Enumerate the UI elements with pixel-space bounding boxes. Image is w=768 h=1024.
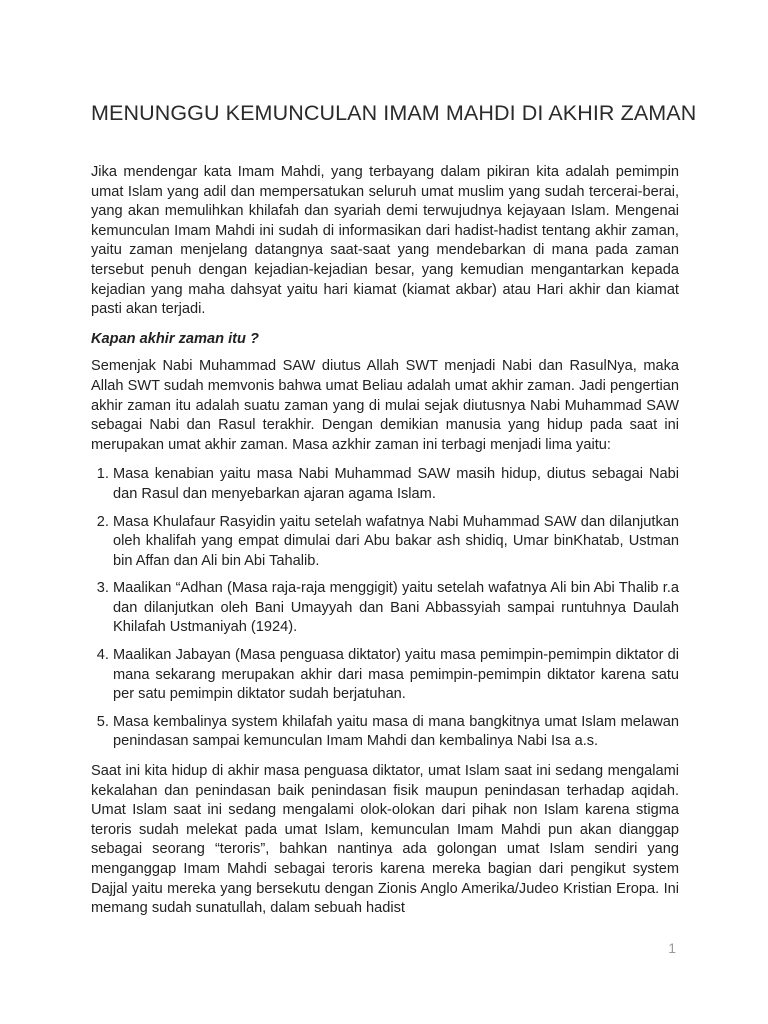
list-item: 1. Masa kenabian yaitu masa Nabi Muhammad SAW masih hidup, diutus sebagai Nabi dan Rasul dan menyebarkan ajaran agama Islam. [113,465,679,504]
section-heading: Kapan akhir zaman itu ? [91,330,259,347]
page-content [91,98,697,919]
list-item: 3. Maalikan “Adhan (Masa raja-raja menggigit) yaitu setelah wafatnya Ali bin Abi Thalib r.a dan dilanjutkan oleh Bani Umayyah dan Bani Abbassyiah sampai runtuhnya Daulah Khilafah Ustmaniyah (1924). [113,579,679,638]
page-number: 1 [668,940,676,956]
document-title: MENUNGGU KEMUNCULAN IMAM MAHDI DI AKHIR ZAMAN [91,101,697,125]
section-intro-paragraph: Semenjak Nabi Muhammad SAW diutus Allah SWT menjadi Nabi dan RasulNya, maka Allah SWT sudah memvonis bahwa umat Beliau adalah umat akhir zaman. Jadi pengertian akhir zaman itu adalah suatu zaman yang di mulai sejak diutusnya Nabi Muhammad SAW sebagai Nabi dan Rasul terakhir. Dengan demikian manusia yang hidup pada saat ini merupakan umat akhir zaman. Masa azkhir zaman ini terbagi menjadi lima yaitu: [91,358,679,453]
list-item: 4. Maalikan Jabayan (Masa penguasa diktator) yaitu masa pemimpin-pemimpin diktator di mana sekarang merupakan akhir dari masa pemimpin-pemimpin diktator karena satu per satu pemimpin diktator sudah berjatuhan. [113,646,679,705]
closing-paragraph: Saat ini kita hidup di akhir masa penguasa diktator, umat Islam saat ini sedang mengalami kekalahan dan penindasan baik penindasan fisik maupun penindasan terhadap aqidah. Umat Islam saat ini sedang mengalami olok-olokan dari pihak non Islam karena stigma teroris sudah melekat pada umat Islam, kemunculan Imam Mahdi pun akan dianggap sebagai seorang “teroris”, bahkan nantinya ada golongan umat Islam sendiri yang menganggap Imam Mahdi sebagai teroris karena mereka bagian dari pengikut system Dajjal yaitu mereka yang bersekutu dengan Zionis Anglo Amerika/Judeo Kristian Eropa. Ini memang sudah sunatullah, dalam sebuah hadist [91,763,679,917]
era-list [91,465,679,752]
list-item: 5. Masa kembalinya system khilafah yaitu masa di mana bangkitnya umat Islam melawan penindasan sampai kemunculan Imam Mahdi dan kembalinya Nabi Isa a.s. [113,713,679,752]
list-item: 2. Masa Khulafaur Rasyidin yaitu setelah wafatnya Nabi Muhammad SAW dan dilanjutkan oleh khalifah yang empat dimulai dari Abu bakar ash shidiq, Umar binKhatab, Ustman bin Affan dan Ali bin Abi Tahalib. [113,513,679,572]
intro-paragraph: Jika mendengar kata Imam Mahdi, yang terbayang dalam pikiran kita adalah pemimpin umat Islam yang adil dan mempersatukan seluruh umat muslim yang sudah tercerai-berai, yang akan memulihkan khilafah dan syariah demi terwujudnya kejayaan Islam. Mengenai kemunculan Imam Mahdi ini sudah di informasikan dari hadist-hadist tentang akhir zaman, yaitu zaman menjelang datangnya saat-saat yang mendebarkan di mana pada zaman tersebut penuh dengan kejadian-kejadian besar, yang kemudian mengantarkan kepada kejadian yang maha dahsyat yaitu hari kiamat (kiamat akbar) atau Hari akhir dan kiamat pasti akan terjadi. [91,164,679,318]
